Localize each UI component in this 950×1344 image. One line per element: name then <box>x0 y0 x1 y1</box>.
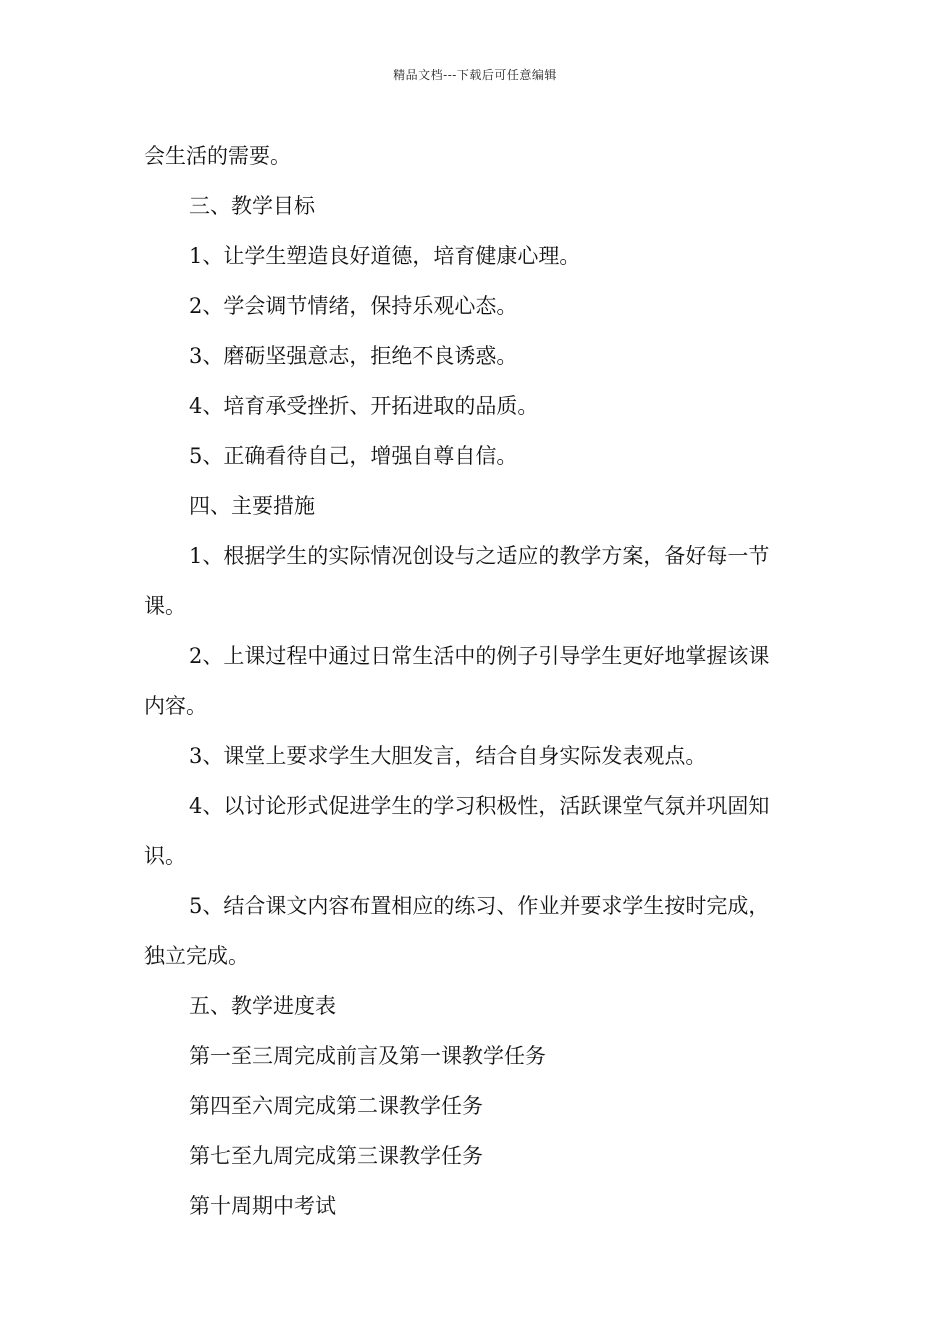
list-item: 2、上课过程中通过日常生活中的例子引导学生更好地掌握该课 <box>189 644 770 668</box>
schedule-item: 第一至三周完成前言及第一课教学任务 <box>189 1044 546 1068</box>
schedule-item: 第十周期中考试 <box>189 1194 336 1218</box>
section-heading: 五、教学进度表 <box>189 994 336 1018</box>
list-item: 2、学会调节情绪，保持乐观心态。 <box>189 294 518 318</box>
list-item-continuation: 课。 <box>144 594 186 618</box>
list-item: 3、课堂上要求学生大胆发言，结合自身实际发表观点。 <box>189 744 707 768</box>
section-heading: 四、主要措施 <box>189 494 315 518</box>
list-item: 4、以讨论形式促进学生的学习积极性，活跃课堂气氛并巩固知 <box>189 794 770 818</box>
list-item: 1、根据学生的实际情况创设与之适应的教学方案，备好每一节 <box>189 544 770 568</box>
list-item: 3、磨砺坚强意志，拒绝不良诱惑。 <box>189 344 518 368</box>
list-item: 1、让学生塑造良好道德，培育健康心理。 <box>189 244 581 268</box>
page-header-note: 精品文档---下载后可任意编辑 <box>393 68 557 82</box>
schedule-item: 第七至九周完成第三课教学任务 <box>189 1144 483 1168</box>
list-item: 5、结合课文内容布置相应的练习、作业并要求学生按时完成， <box>189 894 770 918</box>
list-item-continuation: 内容。 <box>144 694 207 718</box>
document-body <box>144 131 814 1231</box>
list-item-continuation: 独立完成。 <box>144 944 249 968</box>
list-item: 4、培育承受挫折、开拓进取的品质。 <box>189 394 539 418</box>
section-heading: 三、教学目标 <box>189 194 315 218</box>
paragraph-line: 会生活的需要。 <box>144 144 291 168</box>
schedule-item: 第四至六周完成第二课教学任务 <box>189 1094 483 1118</box>
list-item-continuation: 识。 <box>144 844 186 868</box>
list-item: 5、正确看待自己，增强自尊自信。 <box>189 444 518 468</box>
